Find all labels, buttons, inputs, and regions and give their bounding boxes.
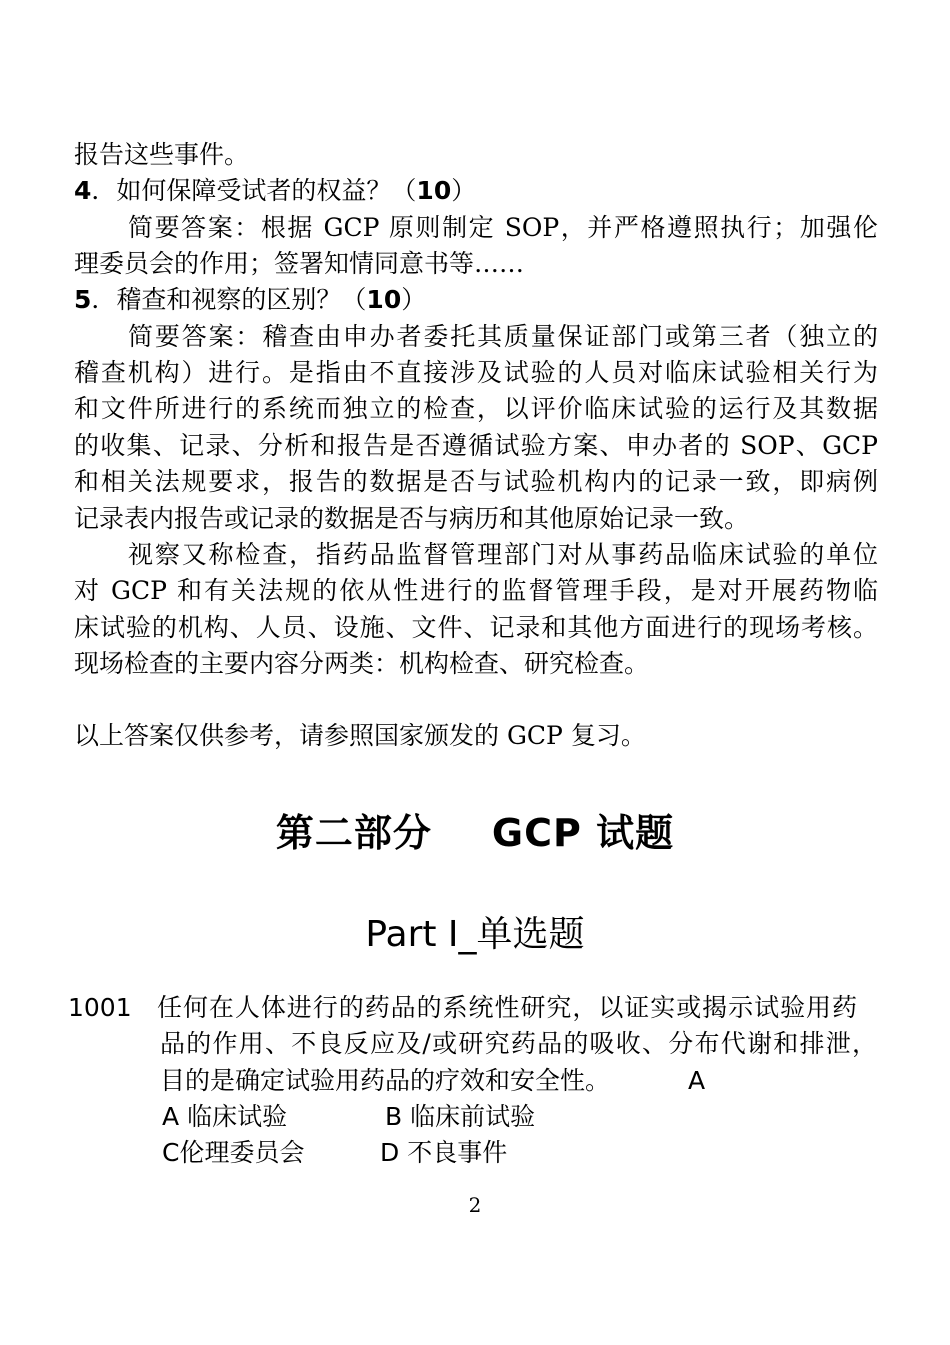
text-line: 的收集、记录、分析和报告是否遵循试验方案、申办者的 SOP、GCP xyxy=(74,431,878,460)
text-line: 和相关法规要求，报告的数据是否与试验机构内的记录一致，即病例 xyxy=(74,467,878,496)
question-5-heading xyxy=(74,282,426,318)
text-line: 报告这些事件。 xyxy=(74,140,250,169)
question-5-close: ） xyxy=(401,285,427,314)
part-title-label: 第二部分 xyxy=(275,811,432,855)
option-text: 不良事件 xyxy=(407,1138,508,1167)
option-text: 临床试验 xyxy=(187,1102,288,1131)
text-line: 理委员会的作用；签署知情同意书等…… xyxy=(74,249,525,278)
section-subtitle: Part I_单选题 xyxy=(365,914,585,955)
text-line: 简要答案：稽查由申办者委托其质量保证部门或第三者（独立的 xyxy=(128,322,878,351)
part-title xyxy=(0,802,950,857)
question-4-score: 10 xyxy=(416,176,452,205)
text-line: 稽查机构）进行。是指由不直接涉及试验的人员对临床试验相关行为 xyxy=(74,358,878,387)
question-5-score: 10 xyxy=(366,285,402,314)
option-text: 伦理委员会 xyxy=(179,1138,305,1167)
option-letter: C xyxy=(162,1138,180,1167)
text-line: 简要答案：根据 GCP 原则制定 SOP，并严格遵照执行；加强伦 xyxy=(128,213,878,242)
text-line: 记录表内报告或记录的数据是否与病历和其他原始记录一致。 xyxy=(74,504,750,533)
question-answer: A xyxy=(688,1066,706,1095)
text-line: 视察又称检查，指药品监督管理部门对从事药品临床试验的单位 xyxy=(128,540,878,569)
question-4-number: 4 xyxy=(74,176,92,205)
page-number: 2 xyxy=(468,1193,482,1217)
question-4-text: ．如何保障受试者的权益？（ xyxy=(91,176,417,205)
text-line: 以上答案仅供参考，请参照国家颁发的 GCP 复习。 xyxy=(74,721,646,750)
option-c xyxy=(162,1135,304,1171)
question-text-line: 品的作用、不良反应及/或研究药品的吸收、分布代谢和排泄， xyxy=(160,1029,877,1058)
question-4-heading xyxy=(74,173,476,209)
option-text: 临床前试验 xyxy=(410,1102,536,1131)
question-5-number: 5 xyxy=(74,285,92,314)
text-line: 床试验的机构、人员、设施、文件、记录和其他方面进行的现场考核。 xyxy=(74,613,878,642)
question-number: 1001 xyxy=(68,993,132,1022)
question-5-text: ．稽查和视察的区别？（ xyxy=(91,285,367,314)
text-line: 和文件所进行的系统而独立的检查，以评价临床试验的运行及其数据 xyxy=(74,394,878,423)
option-letter: D xyxy=(380,1138,400,1167)
option-d xyxy=(380,1135,507,1171)
question-text-line: 目的是确定试验用药品的疗效和安全性。 xyxy=(160,1066,611,1095)
option-b xyxy=(385,1099,535,1135)
question-text-line: 任何在人体进行的药品的系统性研究，以证实或揭示试验用药 xyxy=(157,993,857,1022)
option-a xyxy=(162,1099,287,1135)
option-letter: B xyxy=(385,1102,403,1131)
part-title-subject: GCP 试题 xyxy=(491,811,675,855)
option-letter: A xyxy=(162,1102,180,1131)
question-4-close: ） xyxy=(451,176,477,205)
text-line: 对 GCP 和有关法规的依从性进行的监督管理手段，是对开展药物临 xyxy=(74,576,878,605)
text-line: 现场检查的主要内容分两类：机构检查、研究检查。 xyxy=(74,649,650,678)
